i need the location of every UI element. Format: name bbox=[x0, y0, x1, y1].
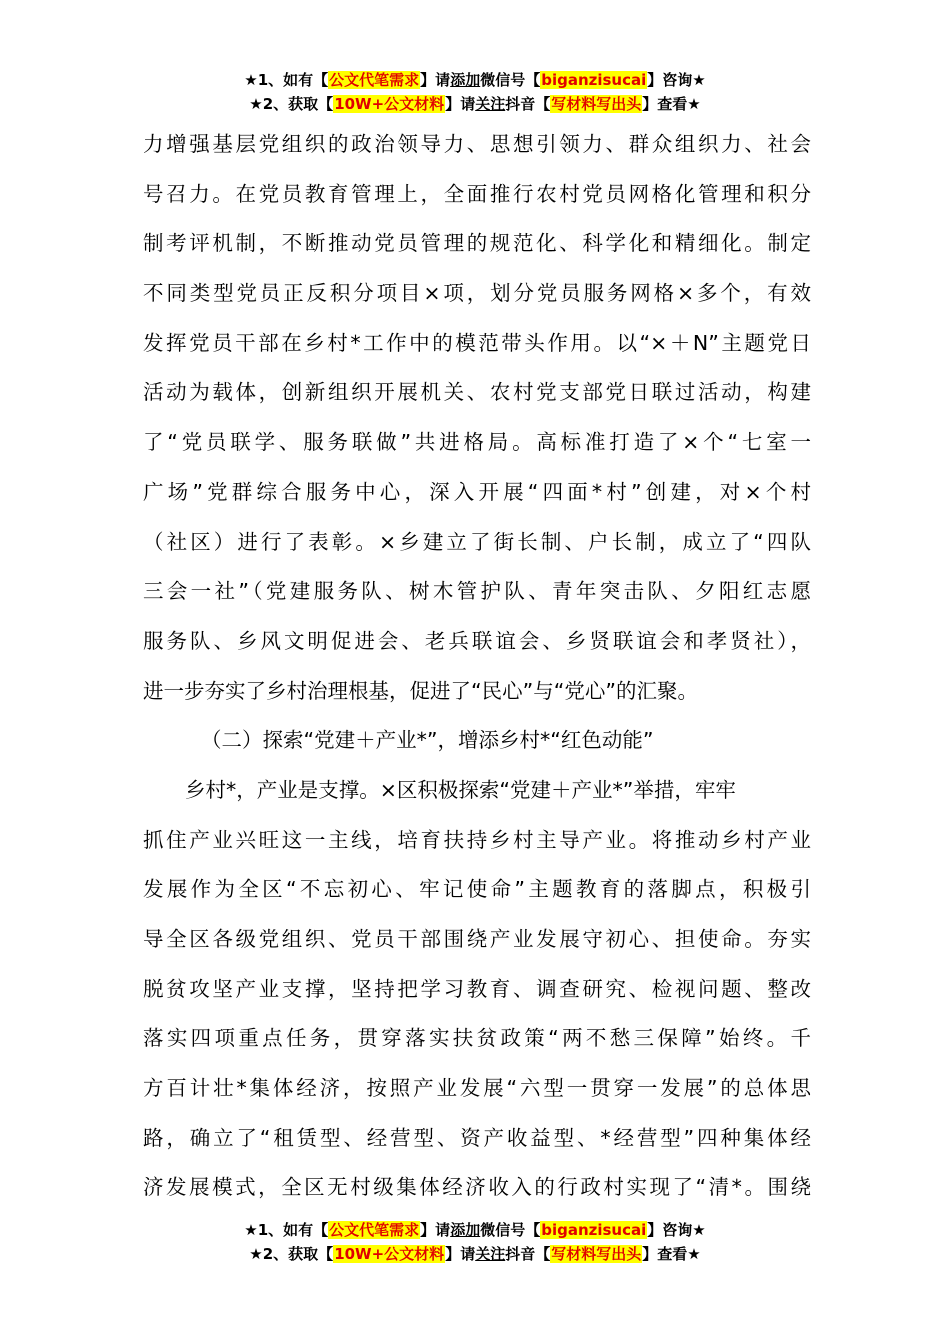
highlight-materials: 10W+公文材料 bbox=[334, 95, 445, 113]
body-line: 脱贫攻坚产业支撑，坚持把学习教育、调查研究、检视问题、整改 bbox=[143, 976, 811, 1001]
body-line: 不同类型党员正反积分项目×项，划分党员服务网格×多个，有效 bbox=[143, 281, 811, 306]
banner-line-1: ★1、如有【公文代笔需求】请添加微信号【biganzisucai】咨询★ bbox=[244, 71, 706, 89]
highlight-ghostwriting: 公文代笔需求 bbox=[329, 1221, 420, 1239]
highlight-ghostwriting: 公文代笔需求 bbox=[329, 71, 420, 89]
body-line: 抓住产业兴旺这一主线，培育扶持乡村主导产业。将推动乡村产业 bbox=[143, 827, 811, 852]
highlight-materials: 10W+公文材料 bbox=[334, 1245, 445, 1263]
section-heading: （二）探索“党建＋产业*”，增添乡村*“红色动能” bbox=[201, 728, 654, 753]
highlight-wechat-id: biganzisucai bbox=[541, 71, 647, 89]
body-line: 路，确立了“租赁型、经营型、资产收益型、*经营型”四种集体经 bbox=[143, 1125, 811, 1150]
body-line: 活动为载体，创新组织开展机关、农村党支部党日联过活动，构建 bbox=[143, 380, 811, 405]
body-line: 了“党员联学、服务联做”共进格局。高标准打造了×个“七室一 bbox=[143, 430, 811, 455]
body-line: 发展作为全区“不忘初心、牢记使命”主题教育的落脚点，积极引 bbox=[143, 877, 811, 902]
body-line: 服务队、乡风文明促进会、老兵联谊会、乡贤联谊会和孝贤社）， bbox=[143, 628, 811, 653]
body-line: 力增强基层党组织的政治领导力、思想引领力、群众组织力、社会 bbox=[143, 132, 811, 156]
body-line: （社区）进行了表彰。×乡建立了街长制、户长制，成立了“四队 bbox=[143, 529, 811, 554]
body-line: 号召力。在党员教育管理上，全面推行农村党员网格化管理和积分 bbox=[143, 181, 811, 206]
footer-banner bbox=[0, 1218, 950, 1266]
body-line: 乡村*，产业是支撑。×区积极探索“党建＋产业*”举措，牢牢 bbox=[185, 777, 736, 802]
body-line: 进一步夯实了乡村治理根基，促进了“民心”与“党心”的汇聚。 bbox=[143, 678, 698, 703]
banner-line-2: ★2、获取【10W+公文材料】请关注抖音【写材料写出头】查看★ bbox=[249, 1245, 701, 1263]
body-line: 导全区各级党组织、党员干部围绕产业发展守初心、担使命。夯实 bbox=[143, 927, 811, 951]
body-line: 三会一社”（党建服务队、树木管护队、青年突击队、夕阳红志愿 bbox=[143, 579, 811, 604]
body-line: 济发展模式，全区无村级集体经济收入的行政村实现了“清*。围绕 bbox=[143, 1175, 811, 1200]
highlight-douyin: 写材料写出头 bbox=[551, 95, 642, 113]
body-line: 发挥党员干部在乡村*工作中的模范带头作用。以“×＋N”主题党日 bbox=[143, 330, 811, 355]
document-body bbox=[143, 120, 811, 1213]
body-line: 广场”党群综合服务中心，深入开展“四面*村”创建，对×个村 bbox=[143, 479, 811, 504]
body-line: 落实四项重点任务，贯穿落实扶贫政策“两不愁三保障”始终。千 bbox=[143, 1026, 811, 1051]
body-line: 制考评机制，不断推动党员管理的规范化、科学化和精细化。制定 bbox=[143, 231, 811, 256]
highlight-douyin: 写材料写出头 bbox=[551, 1245, 642, 1263]
banner-line-1: ★1、如有【公文代笔需求】请添加微信号【biganzisucai】咨询★ bbox=[244, 1221, 706, 1239]
highlight-wechat-id: biganzisucai bbox=[541, 1221, 647, 1239]
header-banner bbox=[0, 68, 950, 116]
banner-line-2: ★2、获取【10W+公文材料】请关注抖音【写材料写出头】查看★ bbox=[249, 95, 701, 113]
body-line: 方百计壮*集体经济，按照产业发展“六型一贯穿一发展”的总体思 bbox=[143, 1076, 811, 1101]
